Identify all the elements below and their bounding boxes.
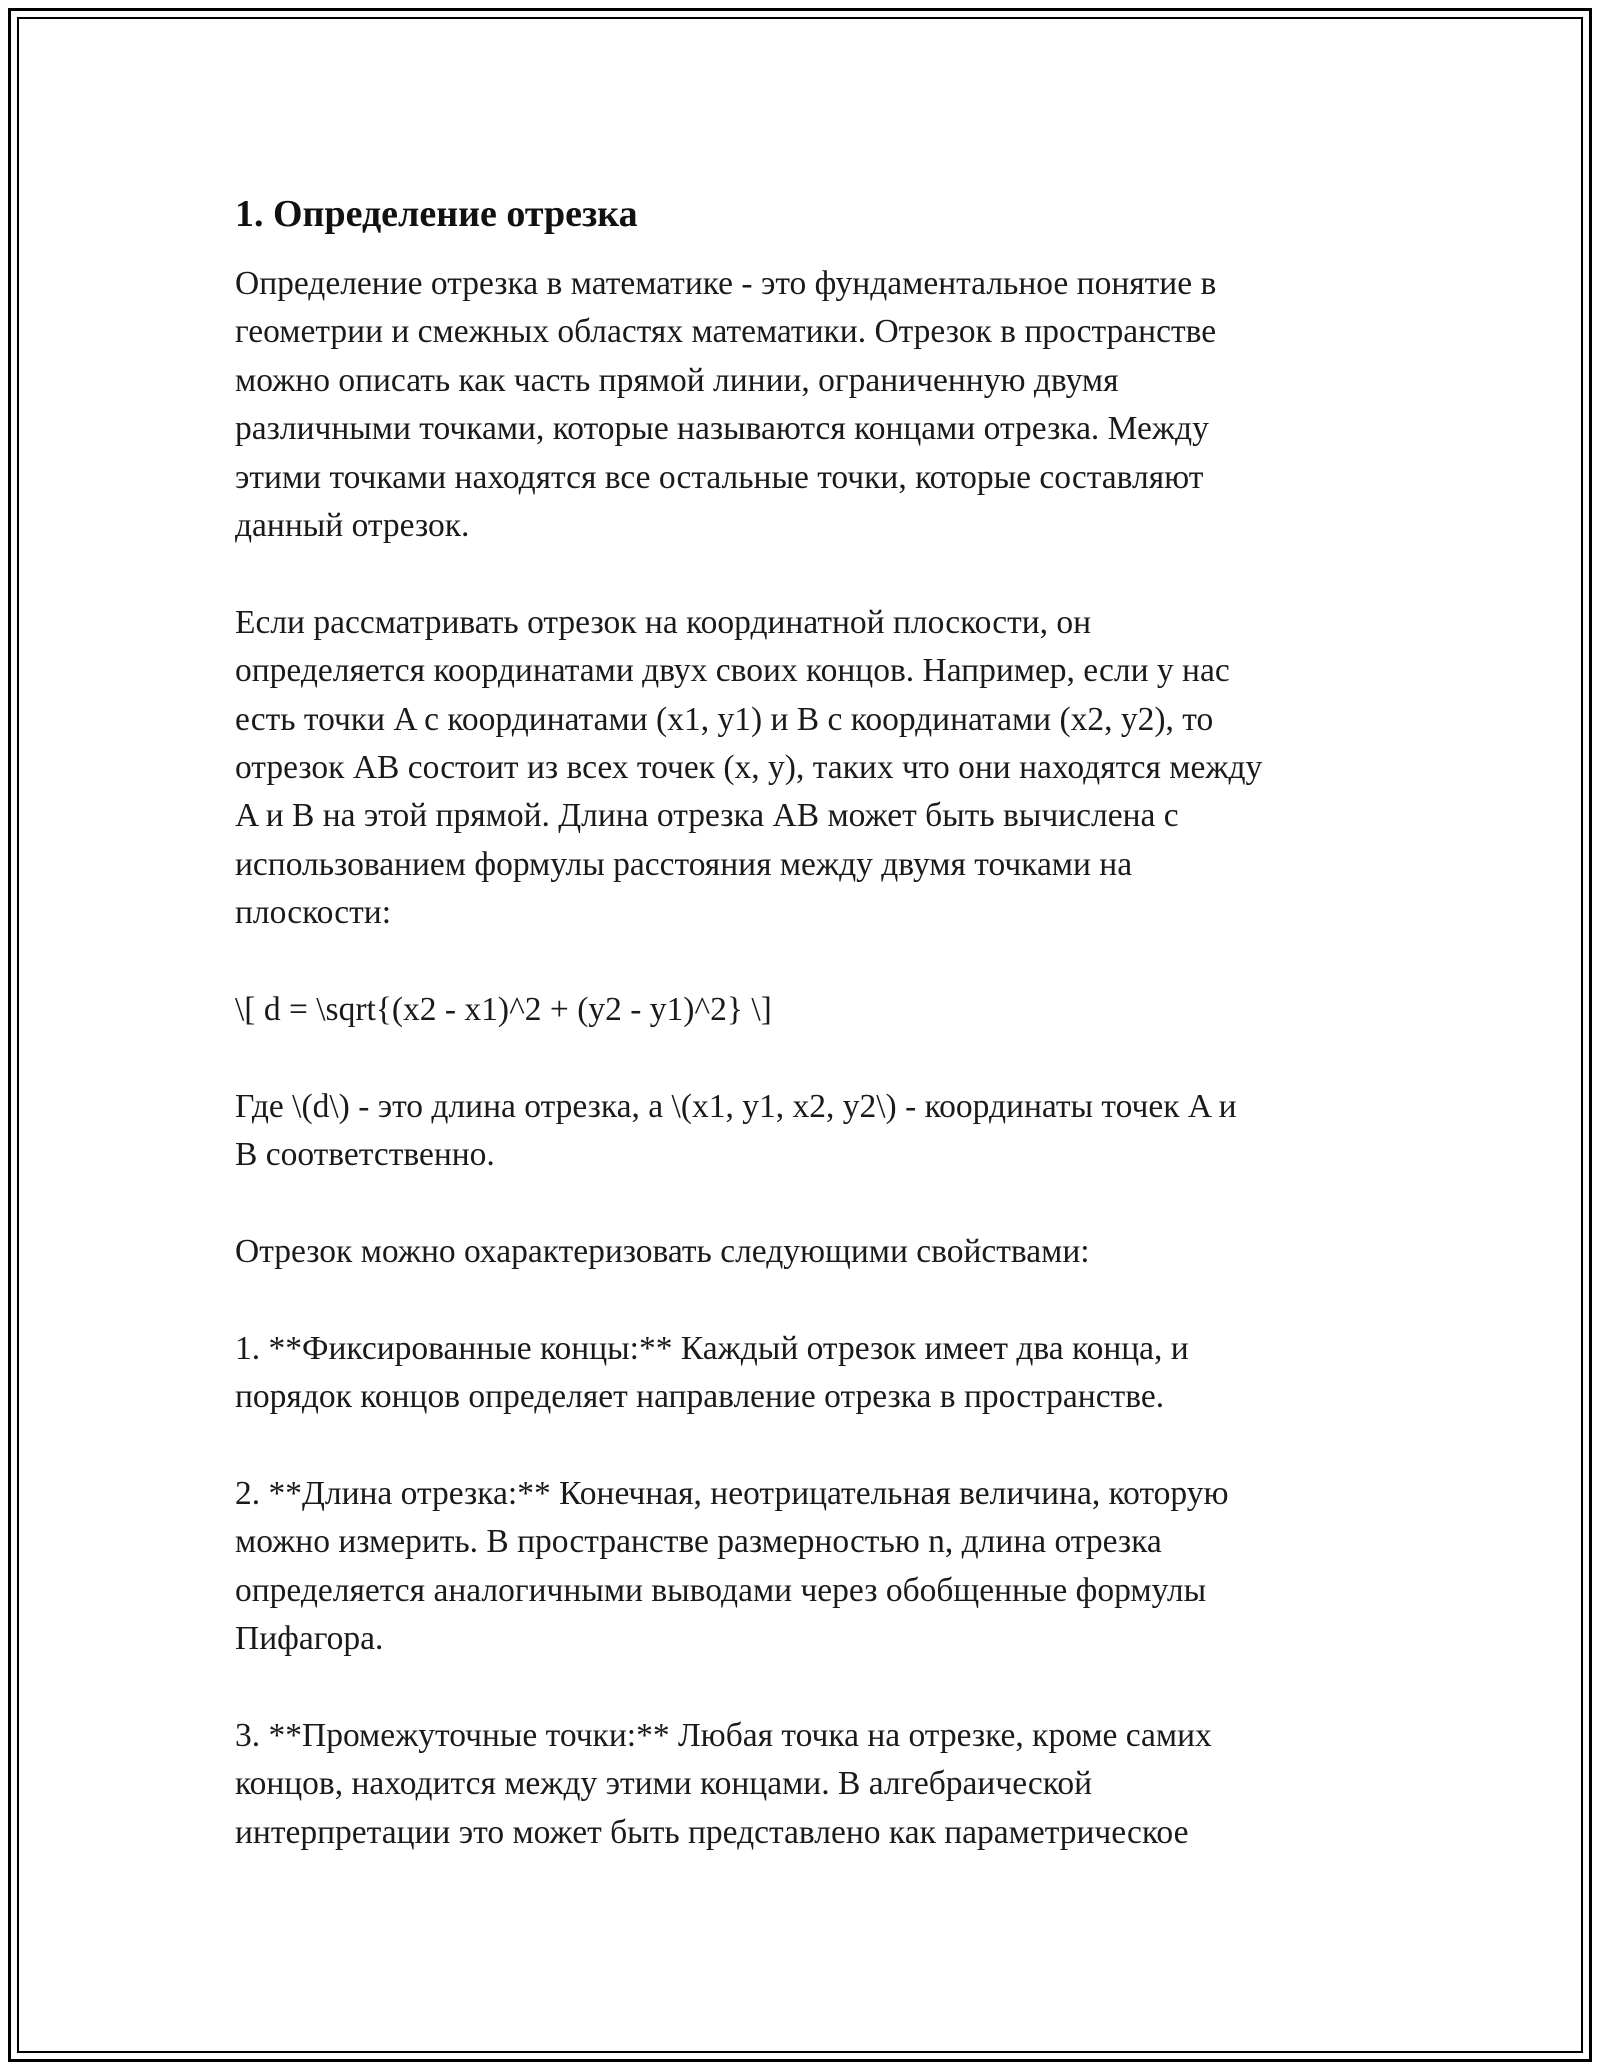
paragraph-properties-intro: Отрезок можно охарактеризовать следующими свойствами:	[235, 1233, 1090, 1271]
paragraph-definition: Определение отрезка в математике - это фундаментальное понятие в геометрии и смежных областях математики. Отрезок в пространстве можно описать как часть прямой линии, ограниченную двумя различными точками, которые называются концами отрезка. Между этими точками находятся все остальные точки, которые составляют данный отрезок.	[235, 265, 1217, 545]
list-item-intermediate-points: 3. **Промежуточные точки:** Любая точка на отрезке, кроме самих концов, находится между этими концами. В алгебраической интерпретации это может быть представлено как параметрическое	[235, 1717, 1212, 1851]
formula-distance: \[ d = \sqrt{(x2 - x1)^2 + (y2 - y1)^2} \]	[235, 991, 772, 1029]
paragraph-formula-explanation: Где \(d\) - это длина отрезка, а \(x1, y1, x2, y2\) - координаты точек A и B соответственно.	[235, 1087, 1237, 1174]
document-body	[235, 190, 1385, 1857]
section-heading: 1. Определение отрезка	[235, 193, 638, 235]
list-item-length: 2. **Длина отрезка:** Конечная, неотрицательная величина, которую можно измерить. В пространстве размерностью n, длина отрезка определяется аналогичными выводами через обобщенные формулы Пифагора.	[235, 1475, 1229, 1658]
paragraph-coordinates: Если рассматривать отрезок на координатной плоскости, он определяется координатами двух своих концов. Например, если у нас есть точки A с координатами (x1, y1) и B с координатами (x2, y2), то отрезок AB состоит из всех точек (x, y), таких что они находятся между A и B на этой прямой. Длина отрезка AB может быть вычислена с использованием формулы расстояния между двумя точками на плоскости:	[235, 603, 1263, 932]
list-item-fixed-ends: 1. **Фиксированные концы:** Каждый отрезок имеет два конца, и порядок концов определяет направление отрезка в пространстве.	[235, 1329, 1189, 1416]
